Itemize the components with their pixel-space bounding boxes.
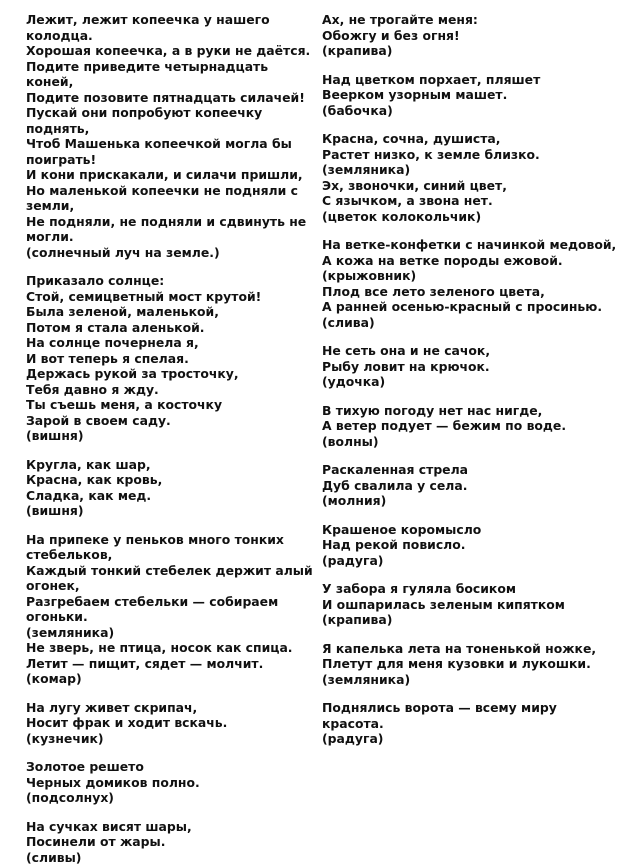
riddle-line: Чтоб Машенька копеечкой могла бы поиграть! [26, 136, 314, 167]
riddle-line: Потом я стала аленькой. [26, 320, 314, 336]
riddle-line: Хорошая копеечка, а в руки не даётся. [26, 43, 314, 59]
riddle-line: (сливы) [26, 850, 314, 865]
riddle-block [322, 581, 618, 628]
riddle-line: (вишня) [26, 503, 314, 519]
riddle-line: Над рекой повисло. [322, 537, 618, 553]
riddle-block [322, 237, 618, 330]
riddle-line: На ветке-конфетки с начинкой медовой, [322, 237, 618, 253]
riddle-line: Но маленькой копеечки не подняли с земли, [26, 183, 314, 214]
riddle-line: Кругла, как шар, [26, 457, 314, 473]
riddle-line: (земляника) [322, 672, 618, 688]
riddle-line: (цветок колокольчик) [322, 209, 618, 225]
riddle-line: Не зверь, не птица, носок как спица. [26, 640, 314, 656]
riddle-block [322, 72, 618, 119]
riddle-line: Подите приведите четырнадцать коней, [26, 59, 314, 90]
riddle-line: Золотое решето [26, 759, 314, 775]
riddle-line: Крашеное коромысло [322, 522, 618, 538]
riddle-block [322, 343, 618, 390]
riddle-line: (волны) [322, 434, 618, 450]
riddle-line: Приказало солнце: [26, 273, 314, 289]
riddle-block [26, 12, 314, 260]
riddle-line: Красна, как кровь, [26, 472, 314, 488]
riddle-block [26, 700, 314, 747]
riddle-line: (земляника) [26, 625, 314, 641]
riddle-line: И кони прискакали, и силачи пришли, [26, 167, 314, 183]
riddle-line: Сладка, как мед. [26, 488, 314, 504]
riddle-line: Черных домиков полно. [26, 775, 314, 791]
riddle-line: Я капелька лета на тоненькой ножке, [322, 641, 618, 657]
riddle-line: Рыбу ловит на крючок. [322, 359, 618, 375]
riddle-line: И вот теперь я спелая. [26, 351, 314, 367]
riddle-block [26, 759, 314, 806]
riddle-line: (удочка) [322, 374, 618, 390]
riddle-line: Поднялись ворота — всему миру красота. [322, 700, 618, 731]
riddle-line: На сучках висят шары, [26, 819, 314, 835]
riddle-line: Подите позовите пятнадцать силачей! [26, 90, 314, 106]
right-column [322, 12, 618, 747]
riddle-line: (крыжовник) [322, 268, 618, 284]
riddle-block [322, 462, 618, 509]
riddle-line: (земляника) [322, 162, 618, 178]
riddle-line: Летит — пищит, сядет — молчит. [26, 656, 314, 672]
riddle-line: (крапива) [322, 43, 618, 59]
riddle-line: На припеке у пеньков много тонких стебельков, [26, 532, 314, 563]
riddle-line: Зарой в своем саду. [26, 413, 314, 429]
riddle-line: Плод все лето зеленого цвета, [322, 284, 618, 300]
riddle-line: Не сеть она и не сачок, [322, 343, 618, 359]
riddle-line: (солнечный луч на земле.) [26, 245, 314, 261]
riddle-block [322, 700, 618, 747]
riddle-line: (молния) [322, 493, 618, 509]
riddle-line: Была зеленой, маленькой, [26, 304, 314, 320]
riddle-line: А ветер подует — бежим по воде. [322, 418, 618, 434]
riddle-block [322, 522, 618, 569]
riddle-line: На лугу живет скрипач, [26, 700, 314, 716]
riddle-line: Раскаленная стрела [322, 462, 618, 478]
riddle-line: Каждый тонкий стебелек держит алый огонек, [26, 563, 314, 594]
riddle-line: (комар) [26, 671, 314, 687]
riddle-line: Держась рукой за тросточку, [26, 366, 314, 382]
riddle-line: (вишня) [26, 428, 314, 444]
riddle-line: Растет низко, к земле близко. [322, 147, 618, 163]
riddle-block [322, 403, 618, 450]
riddle-line: У забора я гуляла босиком [322, 581, 618, 597]
riddle-block [26, 819, 314, 865]
riddle-line: Стой, семицветный мост крутой! [26, 289, 314, 305]
riddle-block [26, 457, 314, 519]
riddle-line: А ранней осенью-красный с просинью. [322, 299, 618, 315]
riddle-block [322, 131, 618, 224]
riddle-block [322, 641, 618, 688]
riddle-line: Ты съешь меня, а косточку [26, 397, 314, 413]
riddle-line: Обожгу и без огня! [322, 28, 618, 44]
riddle-line: Посинели от жары. [26, 834, 314, 850]
riddle-line: (слива) [322, 315, 618, 331]
riddle-line: (бабочка) [322, 103, 618, 119]
riddle-line: (кузнечик) [26, 731, 314, 747]
riddle-block [26, 273, 314, 444]
left-column [26, 12, 314, 865]
riddle-line: (радуга) [322, 553, 618, 569]
riddle-line: Носит фрак и ходит вскачь. [26, 715, 314, 731]
riddle-line: Эх, звоночки, синий цвет, [322, 178, 618, 194]
riddle-line: Веерком узорным машет. [322, 87, 618, 103]
riddle-line: Плетут для меня кузовки и лукошки. [322, 656, 618, 672]
riddle-line: И ошпарилась зеленым кипятком [322, 597, 618, 613]
riddle-line: (подсолнух) [26, 790, 314, 806]
riddle-line: С язычком, а звона нет. [322, 193, 618, 209]
riddle-line: (радуга) [322, 731, 618, 747]
riddle-line: Пускай они попробуют копеечку поднять, [26, 105, 314, 136]
riddle-line: На солнце почернела я, [26, 335, 314, 351]
riddle-line: В тихую погоду нет нас нигде, [322, 403, 618, 419]
riddle-line: Над цветком порхает, пляшет [322, 72, 618, 88]
riddle-line: А кожа на ветке породы ежовой. [322, 253, 618, 269]
riddle-line: Разгребаем стебельки — собираем огоньки. [26, 594, 314, 625]
riddle-line: Красна, сочна, душиста, [322, 131, 618, 147]
riddle-line: (крапива) [322, 612, 618, 628]
riddle-line: Лежит, лежит копеечка у нашего колодца. [26, 12, 314, 43]
riddle-line: Ах, не трогайте меня: [322, 12, 618, 28]
riddle-block [26, 532, 314, 687]
riddle-line: Дуб свалила у села. [322, 478, 618, 494]
riddle-block [322, 12, 618, 59]
riddle-line: Не подняли, не подняли и сдвинуть не могли. [26, 214, 314, 245]
riddle-line: Тебя давно я жду. [26, 382, 314, 398]
